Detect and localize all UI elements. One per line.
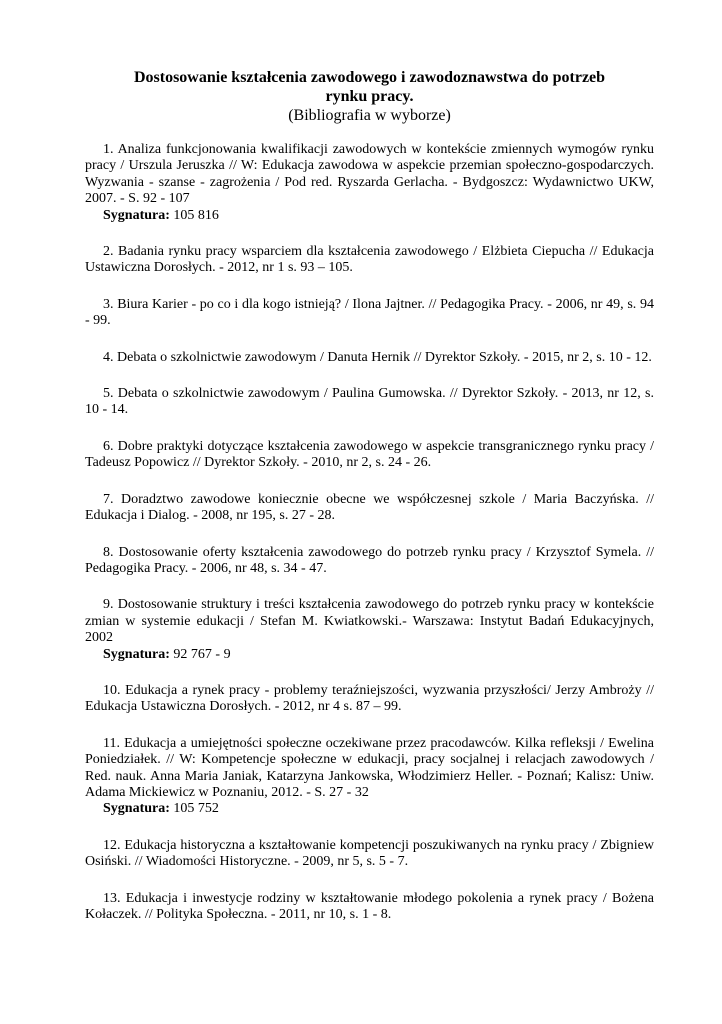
bibliography-entry: 8. Dostosowanie oferty kształcenia zawodowego do potrzeb rynku pracy / Krzysztof Symela. // Pedagogika Pracy. - 2006, nr 48, s. 34 - 47. xyxy=(85,544,654,576)
bibliography-entry: 2. Badania rynku pracy wsparciem dla kształcenia zawodowego / Elżbieta Ciepucha // Edukacja Ustawiczna Dorosłych. - 2012, nr 1 s. 93 – 105. xyxy=(85,244,654,276)
signature-value: 105 816 xyxy=(173,207,219,223)
entry-signature xyxy=(85,801,654,817)
title-line-2: rynku pracy. xyxy=(325,88,414,105)
bibliography-entry: 7. Doradztwo zawodowe koniecznie obecne we współczesnej szkole / Maria Baczyńska. // Edukacja i Dialog. - 2008, nr 195, s. 27 - 28. xyxy=(85,491,654,524)
signature-value: 105 752 xyxy=(173,801,219,817)
signature-label: Sygnatura: xyxy=(103,207,170,223)
entry-signature xyxy=(85,647,654,663)
bibliography-list xyxy=(85,142,654,923)
document-page xyxy=(85,68,654,943)
bibliography-entry: 3. Biura Karier - po co i dla kogo istnieją? / Ilona Jajtner. // Pedagogika Pracy. - 2006, nr 49, s. 94 - 99. xyxy=(85,296,654,329)
bibliography-entry: 4. Debata o szkolnictwie zawodowym / Danuta Hernik // Dyrektor Szkoły. - 2015, nr 2, s. 10 - 12. xyxy=(103,349,652,365)
signature-label: Sygnatura: xyxy=(103,801,170,817)
entry-text: 9. Dostosowanie struktury i treści kształcenia zawodowego do potrzeb rynku pracy w kontekście zmian w systemie edukacji / Stefan M. Kwiatkowski.- Warszawa: Instytut Badań Edukacyjnych, 2002 xyxy=(85,597,654,646)
title-line-1: Dostosowanie kształcenia zawodowego i zawodoznawstwa do potrzeb xyxy=(133,69,606,86)
bibliography-entry xyxy=(85,142,654,224)
signature-value: 92 767 - 9 xyxy=(173,646,231,662)
signature-label: Sygnatura: xyxy=(103,646,170,662)
bibliography-entry: 12. Edukacja historyczna a kształtowanie kompetencji poszukiwanych na rynku pracy / Zbigniew Osiński. // Wiadomości Historyczne. - 2009, nr 5, s. 5 - 7. xyxy=(85,837,654,870)
entry-text: 11. Edukacja a umiejętności społeczne oczekiwane przez pracodawców. Kilka refleksji / Ewelina Poniedziałek. // W: Kompetencje społeczne w edukacji, pracy socjalnej i relacjach zawodowych / Red. nauk. Anna Maria Janiak, Katarzyna Jankowska, Włodzimierz Heller. - Poznań; Kalisz: Uniw. Adama Mickiewicz w Poznaniu, 2012. - S. 27 - 32 xyxy=(85,735,654,800)
bibliography-entry xyxy=(85,736,654,818)
document-subtitle: (Bibliografia w wyborze) xyxy=(288,107,451,124)
entry-text: 1. Analiza funkcjonowania kwalifikacji zawodowych w kontekście zmiennych wymogów rynku pracy / Urszula Jeruszka // W: Edukacja zawodowa w aspekcie przemian społeczno-gospodarczych. Wyzwania - szanse - zagrożenia / Pod red. Ryszarda Gerlacha. - Bydgoszcz: Wydawnictwo UKW, 2007. - S. 92 - 107 xyxy=(85,142,654,207)
bibliography-entry: 5. Debata o szkolnictwie zawodowym / Paulina Gumowska. // Dyrektor Szkoły. - 2013, nr 12, s. 10 - 14. xyxy=(85,386,654,418)
entry-signature xyxy=(85,208,654,224)
bibliography-entry: 6. Dobre praktyki dotyczące kształcenia zawodowego w aspekcie transgranicznego rynku pracy / Tadeusz Popowicz // Dyrektor Szkoły. - 2010, nr 2, s. 24 - 26. xyxy=(85,438,654,471)
document-title xyxy=(85,68,654,106)
bibliography-entry: 13. Edukacja i inwestycje rodziny w kształtowanie młodego pokolenia a rynek pracy / Bożena Kołaczek. // Polityka Społeczna. - 2011, nr 10, s. 1 - 8. xyxy=(85,890,654,922)
bibliography-entry xyxy=(85,597,654,663)
bibliography-entry: 10. Edukacja a rynek pracy - problemy teraźniejszości, wyzwania przyszłości/ Jerzy Ambroży // Edukacja Ustawiczna Dorosłych. - 2012, nr 4 s. 87 – 99. xyxy=(85,682,654,715)
